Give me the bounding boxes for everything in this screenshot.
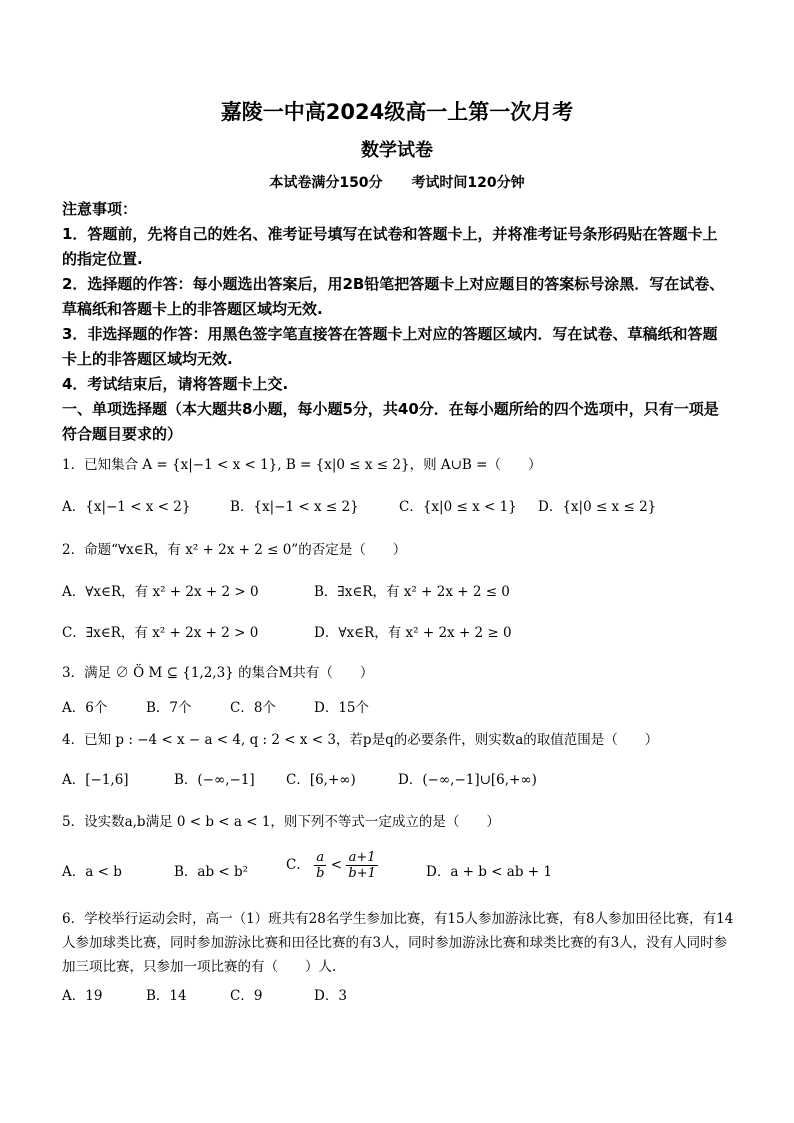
option-c <box>286 850 378 881</box>
option-c: C．{x|0 ≤ x < 1} <box>399 499 517 515</box>
time-note: 考试时间120分钟 <box>411 175 525 191</box>
fraction-denominator: b <box>316 866 325 881</box>
option-b: B．{x|−1 < x ≤ 2} <box>230 499 359 515</box>
option-c: C．9 <box>230 988 263 1004</box>
option-b: B．(−∞,−1] <box>174 772 255 788</box>
fraction-numerator: a <box>314 850 326 866</box>
option-d: D．15个 <box>314 700 370 716</box>
notice-item: 3．非选择题的作答：用黑色签字笔直接答在答题卡上对应的答题区域内．写在试卷、草稿纸和答题卡上的非答题区域均无效. <box>62 325 718 368</box>
score-note: 本试卷满分150分 <box>269 175 383 191</box>
question-1-stem: 1．已知集合 A = {x|−1 < x < 1}, B = {x|0 ≤ x ≤ 2}，则 A∪B =（ ） <box>62 457 542 473</box>
option-b: B．ab < b² <box>174 864 249 880</box>
option-d: D．∀x∈R，有 x² + 2x + 2 ≥ 0 <box>314 625 512 641</box>
option-a: A．19 <box>62 988 103 1004</box>
option-a: A．{x|−1 < x < 2} <box>62 499 191 515</box>
option-b: B．∃x∈R，有 x² + 2x + 2 ≤ 0 <box>314 584 510 600</box>
fraction-a-over-b <box>314 850 326 881</box>
fraction-numerator: a+1 <box>346 850 378 866</box>
notice-item: 4．考试结束后，请将答题卡上交. <box>62 375 289 393</box>
option-c: C．8个 <box>230 700 276 716</box>
question-2-stem: 2．命题“∀x∈R，有 x² + 2x + 2 ≤ 0”的否定是（ ） <box>62 542 407 558</box>
option-b: B．14 <box>146 988 187 1004</box>
question-5-stem: 5．设实数a,b满足 0 < b < a < 1，则下列不等式一定成立的是（ ） <box>62 814 500 830</box>
option-a: A．∀x∈R，有 x² + 2x + 2 > 0 <box>62 584 259 600</box>
question-3-stem: 3．满足 ∅ Ö M ⊆ {1,2,3} 的集合M共有（ ） <box>62 665 374 681</box>
option-c: C．∃x∈R，有 x² + 2x + 2 > 0 <box>62 625 259 641</box>
option-a: A．[−1,6] <box>62 772 129 788</box>
section-heading: 一、单项选择题（本大题共8小题，每小题5分，共40分．在每小题所给的四个选项中，只有一项是符合题目要求的） <box>62 400 719 443</box>
exam-title: 嘉陵一中高2024级高一上第一次月考 <box>220 100 574 124</box>
option-a: A．a < b <box>62 864 122 880</box>
option-b: B．7个 <box>146 700 192 716</box>
question-4-stem: 4．已知 p : −4 < x − a < 4, q : 2 < x < 3，若p是q的必要条件，则实数a的取值范围是（ ） <box>62 732 659 748</box>
fraction-denominator: b+1 <box>348 866 376 881</box>
less-than-sign: < <box>330 857 343 873</box>
option-c-letter: C． <box>286 857 310 873</box>
notice-item: 1．答题前，先将自己的姓名、准考证号填写在试卷和答题卡上，并将准考证号条形码贴在答题卡上的指定位置. <box>62 225 718 268</box>
notice-heading: 注意事项： <box>62 200 138 218</box>
notice-block <box>62 197 732 447</box>
option-d: D．3 <box>314 988 347 1004</box>
fraction-a1-over-b1 <box>346 850 378 881</box>
option-c: C．[6,+∞) <box>286 772 356 788</box>
question-6-stem: 6．学校举行运动会时，高一（1）班共有28名学生参加比赛，有15人参加游泳比赛，有8人参加田径比赛，有14人参加球类比赛，同时参加游泳比赛和田径比赛的有3人，同时参加游泳比赛和球类比赛的有3人，没有人同时参加三项比赛，只参加一项比赛的有（ ）人. <box>62 911 734 975</box>
option-a: A．6个 <box>62 700 108 716</box>
option-d: D．(−∞,−1]∪[6,+∞) <box>398 772 537 788</box>
option-d: D．a + b < ab + 1 <box>426 864 552 880</box>
exam-subtitle: 数学试卷 <box>361 140 433 161</box>
notice-item: 2．选择题的作答：每小题选出答案后，用2B铅笔把答题卡上对应题目的答案标号涂黑．写在试卷、草稿纸和答题卡上的非答题区域均无效. <box>62 275 725 318</box>
option-d: D．{x|0 ≤ x ≤ 2} <box>538 499 657 515</box>
exam-meta <box>0 172 794 192</box>
